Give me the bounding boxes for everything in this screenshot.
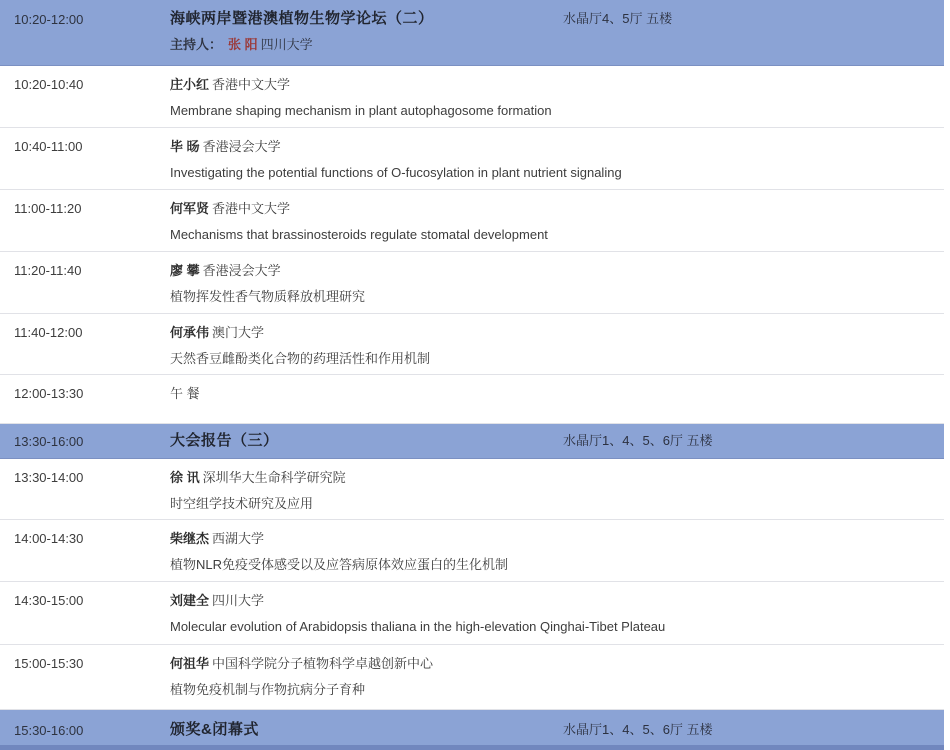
speaker-affiliation: 香港中文大学: [212, 77, 291, 92]
session-header-row-plenary: [0, 424, 944, 459]
speaker-name: 柴继杰: [170, 531, 210, 546]
speaker-affiliation: 西湖大学: [212, 531, 265, 546]
speaker-name: 刘建全: [170, 593, 210, 608]
speaker-affiliation: 香港浸会大学: [202, 139, 281, 154]
talk-title: Membrane shaping mechanism in plant autophagosome formation: [170, 103, 552, 118]
talk-row: [0, 66, 944, 128]
time-cell: 10:20-10:40: [14, 77, 84, 92]
chair-name: 张 阳: [228, 37, 258, 52]
lunch-row: [0, 375, 944, 424]
talk-row: [0, 582, 944, 645]
speaker-affiliation: 香港中文大学: [212, 201, 291, 216]
speaker-name: 何承伟: [170, 325, 210, 340]
time-cell: 12:00-13:30: [14, 386, 84, 401]
time-cell: 15:30-16:00: [14, 723, 84, 738]
venue-label: 水晶厅4、5厅 五楼: [563, 11, 673, 26]
talk-title: 植物NLR免疫受体感受以及应答病原体效应蛋白的生化机制: [170, 557, 509, 572]
speaker-affiliation: 澳门大学: [212, 325, 265, 340]
time-cell: 11:00-11:20: [14, 201, 82, 216]
talk-title: Molecular evolution of Arabidopsis thaliana in the high-elevation Qinghai-Tibet Plateau: [170, 619, 666, 634]
talk-row: [0, 645, 944, 710]
speaker-name: 何祖华: [170, 656, 210, 671]
speaker-name: 庄小红: [170, 77, 210, 92]
talk-row: [0, 190, 944, 252]
talk-row: [0, 459, 944, 520]
session-title: 颁奖&闭幕式: [170, 721, 259, 738]
chair-line: [170, 35, 754, 55]
speaker-name: 徐 讯: [170, 470, 200, 485]
session-header-row-forum: [0, 0, 944, 66]
talk-title: 植物免疫机制与作物抗病分子育种: [170, 682, 366, 697]
session-title: 海峡两岸暨港澳植物生物学论坛（二）: [170, 10, 434, 27]
time-cell: 13:30-14:00: [14, 470, 84, 485]
talk-title: Mechanisms that brassinosteroids regulate stomatal development: [170, 227, 548, 242]
speaker-affiliation: 香港浸会大学: [202, 263, 281, 278]
session-title: 大会报告（三）: [170, 432, 279, 449]
speaker-affiliation: 四川大学: [212, 593, 265, 608]
venue-label: 水晶厅1、4、5、6厅 五楼: [563, 722, 713, 737]
time-cell: 10:40-11:00: [14, 139, 83, 154]
chair-affiliation: 四川大学: [260, 37, 313, 52]
time-cell: 10:20-12:00: [14, 12, 84, 27]
speaker-name: 何军贤: [170, 201, 210, 216]
talk-title: 天然香豆雌酚类化合物的药理活性和作用机制: [170, 351, 431, 366]
time-cell: 14:00-14:30: [14, 531, 84, 546]
session-header-row-closing: [0, 710, 944, 750]
speaker-name: 毕 旸: [170, 139, 200, 154]
speaker-affiliation: 深圳华大生命科学研究院: [202, 470, 346, 485]
chair-label: 主持人：: [170, 37, 223, 52]
time-cell: 14:30-15:00: [14, 593, 84, 608]
venue-label: 水晶厅1、4、5、6厅 五楼: [563, 433, 713, 448]
speaker-affiliation: 中国科学院分子植物科学卓越创新中心: [212, 656, 434, 671]
talk-row: [0, 314, 944, 375]
talk-row: [0, 252, 944, 314]
talk-title: Investigating the potential functions of O-fucosylation in plant nutrient signaling: [170, 165, 622, 180]
lunch-label: 午 餐: [170, 386, 200, 401]
time-cell: 13:30-16:00: [14, 434, 84, 449]
time-cell: 11:20-11:40: [14, 263, 82, 278]
time-cell: 11:40-12:00: [14, 325, 83, 340]
talk-title: 时空组学技术研究及应用: [170, 496, 314, 511]
time-cell: 15:00-15:30: [14, 656, 84, 671]
speaker-name: 廖 攀: [170, 263, 200, 278]
talk-row: [0, 128, 944, 190]
talk-row: [0, 520, 944, 582]
talk-title: 植物挥发性香气物质释放机理研究: [170, 289, 366, 304]
